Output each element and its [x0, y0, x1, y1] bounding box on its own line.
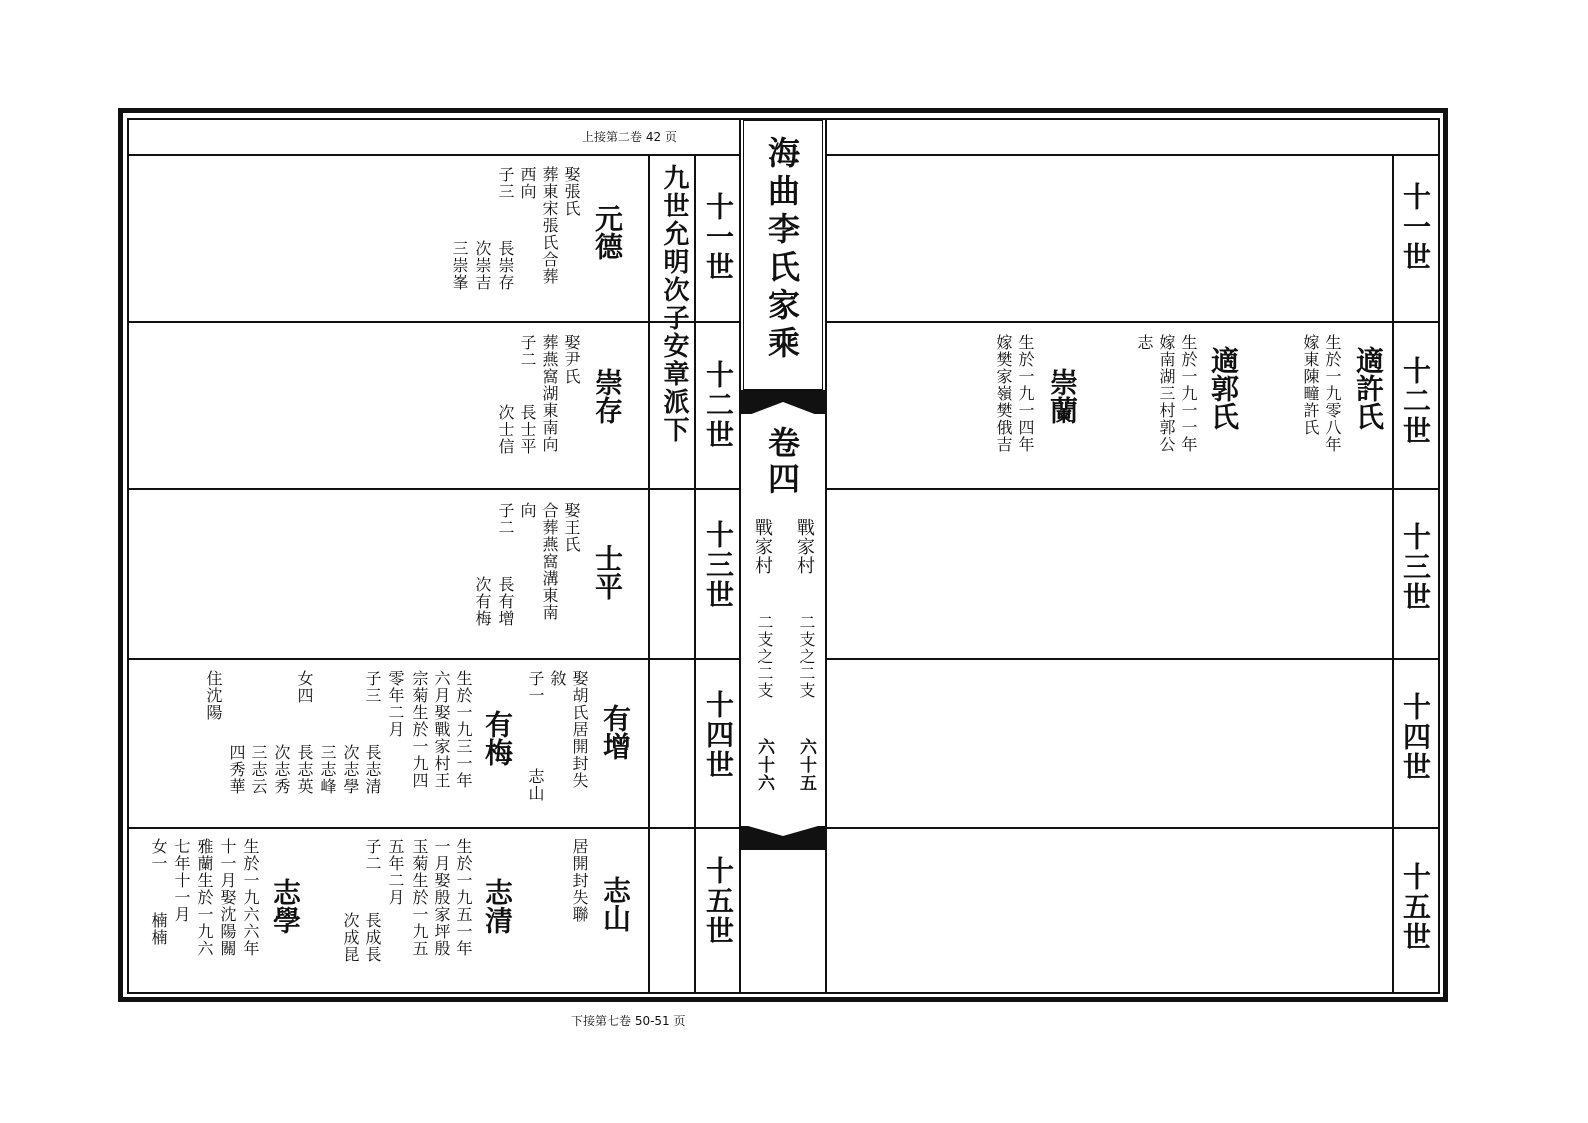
entry-youmei-dau1: 長志英 — [295, 744, 314, 795]
spine-place-2: 戰家村 — [752, 518, 773, 575]
entry-yuande-col4: 子三 — [496, 166, 515, 200]
right-header-rule — [825, 154, 1440, 156]
footer-note: 下接第七卷 50-51 页 — [571, 1014, 686, 1028]
entry-zhiqing-col2: 一月娶殷家坪殷 — [432, 838, 451, 957]
header-note: 上接第二卷 42 页 — [582, 130, 677, 144]
entry-youzeng-son1: 志山 — [526, 768, 545, 802]
entry-shiping-col2: 合葬燕窩溝東南 — [540, 502, 559, 621]
entry-chongcun-col3: 子二 — [518, 334, 537, 368]
entry-guo-col3: 志 — [1135, 334, 1154, 351]
right-row-rule-2 — [825, 488, 1440, 490]
entry-yuande-col1: 娶張氏 — [562, 166, 581, 217]
entry-chongcun-col1: 娶尹氏 — [562, 334, 581, 385]
entry-zhixue-col4: 七年十一月 — [172, 838, 191, 923]
entry-zhiqing-son2: 次成昆 — [341, 912, 360, 963]
entry-youmei-son3: 三志峰 — [318, 744, 337, 795]
spine-branch-1: 二支之二支 — [797, 614, 816, 699]
entry-zhixue-child1: 楠楠 — [149, 912, 168, 946]
entry-youmei-dau3: 三志云 — [249, 744, 268, 795]
entry-zhishan-col1: 居開封失聯 — [570, 838, 589, 923]
entry-guo-col2: 嫁南湖三村郭公 — [1157, 334, 1176, 453]
spine-place-1: 戰家村 — [794, 518, 815, 575]
entry-zhiqing-name: 志清 — [481, 878, 514, 934]
entry-youmei-dau2: 次志秀 — [272, 744, 291, 795]
entry-youmei-son1: 長志清 — [363, 744, 382, 795]
entry-shiping-col1: 娶王氏 — [562, 502, 581, 553]
gen-right-14: 十四世 — [1399, 692, 1432, 782]
entry-zhiqing-son1: 長成長 — [363, 912, 382, 963]
entry-zhiqing-col1: 生於一九五一年 — [454, 838, 473, 957]
entry-shiping-son2: 次有梅 — [473, 576, 492, 627]
entry-shiping-col4: 子二 — [496, 502, 515, 536]
entry-xu-col2: 嫁東陳疃許氏 — [1301, 334, 1320, 436]
entry-youmei-col4: 零年二月 — [386, 670, 405, 738]
entry-chonglan-name: 崇蘭 — [1046, 368, 1079, 424]
gen-left-13: 十三世 — [702, 520, 735, 610]
gen-right-11: 十一世 — [1399, 182, 1432, 272]
entry-chongcun-name: 崇存 — [591, 368, 624, 424]
right-row-rule-4 — [825, 827, 1440, 829]
branch-col-left-rule — [648, 154, 650, 994]
entry-youmei-son2: 次志學 — [341, 744, 360, 795]
gen-left-11: 十一世 — [702, 192, 735, 282]
entry-chonglan-col1: 生於一九一四年 — [1016, 334, 1035, 453]
entry-youmei-col1: 生於一九三一年 — [454, 670, 473, 789]
entry-youmei-col5: 子三 — [363, 670, 382, 704]
entry-guo-col1: 生於一九一一年 — [1179, 334, 1198, 453]
entry-youzeng-name: 有增 — [599, 704, 632, 760]
spine-right-rule — [825, 118, 827, 994]
entry-zhiqing-col3: 玉菊生於一九五 — [410, 838, 429, 957]
entry-zhixue-name: 志學 — [269, 878, 302, 934]
entry-zhixue-col3: 雅蘭生於一九六 — [195, 838, 214, 957]
entry-shiping-name: 士平 — [591, 544, 624, 600]
entry-chonglan-col2: 嫁樊家嶺樊俄吉 — [994, 334, 1013, 453]
entry-chongcun-col2: 葬燕窩湖東南向 — [540, 334, 559, 453]
entry-shiping-son1: 長有增 — [496, 576, 515, 627]
entry-youzeng-col1: 娶胡氏居開封失 — [570, 670, 589, 789]
entry-zhiqing-col4: 五年二月 — [386, 838, 405, 906]
gen-right-15: 十五世 — [1399, 862, 1432, 952]
entry-youzeng-col2: 敘 — [548, 670, 567, 687]
spine-branch-2: 二支之二支 — [755, 614, 774, 699]
spine-left-rule — [739, 118, 741, 994]
right-row-rule-3 — [825, 658, 1440, 660]
fishtail-bottom-notch — [741, 824, 825, 840]
spine-page-1: 六十五 — [796, 738, 816, 792]
entry-youmei-residence: 住沈陽 — [204, 670, 223, 721]
entry-zhiqing-col5: 子二 — [363, 838, 382, 872]
gen-left-14: 十四世 — [702, 690, 735, 780]
gen-left-15: 十五世 — [702, 856, 735, 946]
entry-yuande-col3: 西向 — [518, 166, 537, 200]
right-gen-col-rule — [1392, 154, 1394, 994]
spine-page-2: 六十六 — [754, 738, 774, 792]
book-title: 海曲李氏家乘 — [763, 136, 801, 364]
branch-col-right-rule — [694, 154, 696, 994]
entry-chongcun-son2: 次士信 — [496, 404, 515, 455]
entry-yuande-son2: 次崇吉 — [473, 240, 492, 291]
entry-youmei-col2: 六月娶戰家村王 — [432, 670, 451, 789]
entry-yuande-col2: 葬東宋張氏合葬 — [540, 166, 559, 285]
entry-zhixue-col1: 生於一九六六年 — [241, 838, 260, 957]
entry-youmei-daughters: 女四 — [295, 670, 314, 704]
entry-xu-name: 適許氏 — [1352, 346, 1385, 430]
volume-label: 卷四 — [763, 426, 801, 498]
entry-zhixue-col2: 十一月娶沈陽關 — [218, 838, 237, 957]
entry-xu-col1: 生於一九零八年 — [1323, 334, 1342, 453]
entry-yuande-son1: 長崇存 — [496, 240, 515, 291]
entry-youmei-dau4: 四秀華 — [227, 744, 246, 795]
branch-title: 九世允明次子安章派下 — [659, 164, 689, 444]
gen-left-12: 十二世 — [702, 360, 735, 450]
entry-youzeng-col3: 子一 — [526, 670, 545, 704]
entry-shiping-col3: 向 — [518, 502, 537, 519]
entry-chongcun-son1: 長士平 — [518, 404, 537, 455]
entry-yuande-son3: 三崇峯 — [450, 240, 469, 291]
entry-guo-name: 適郭氏 — [1207, 346, 1240, 430]
right-row-rule-1 — [825, 321, 1440, 323]
entry-yuande-name: 元德 — [591, 204, 624, 260]
entry-zhishan-name: 志山 — [599, 876, 632, 932]
gen-right-13: 十三世 — [1399, 522, 1432, 612]
entry-youmei-name: 有梅 — [481, 710, 514, 766]
entry-zhixue-col5: 女一 — [149, 838, 168, 872]
entry-youmei-col3: 宗菊生於一九四 — [410, 670, 429, 789]
fishtail-top-notch — [741, 398, 825, 418]
gen-right-12: 十二世 — [1399, 356, 1432, 446]
